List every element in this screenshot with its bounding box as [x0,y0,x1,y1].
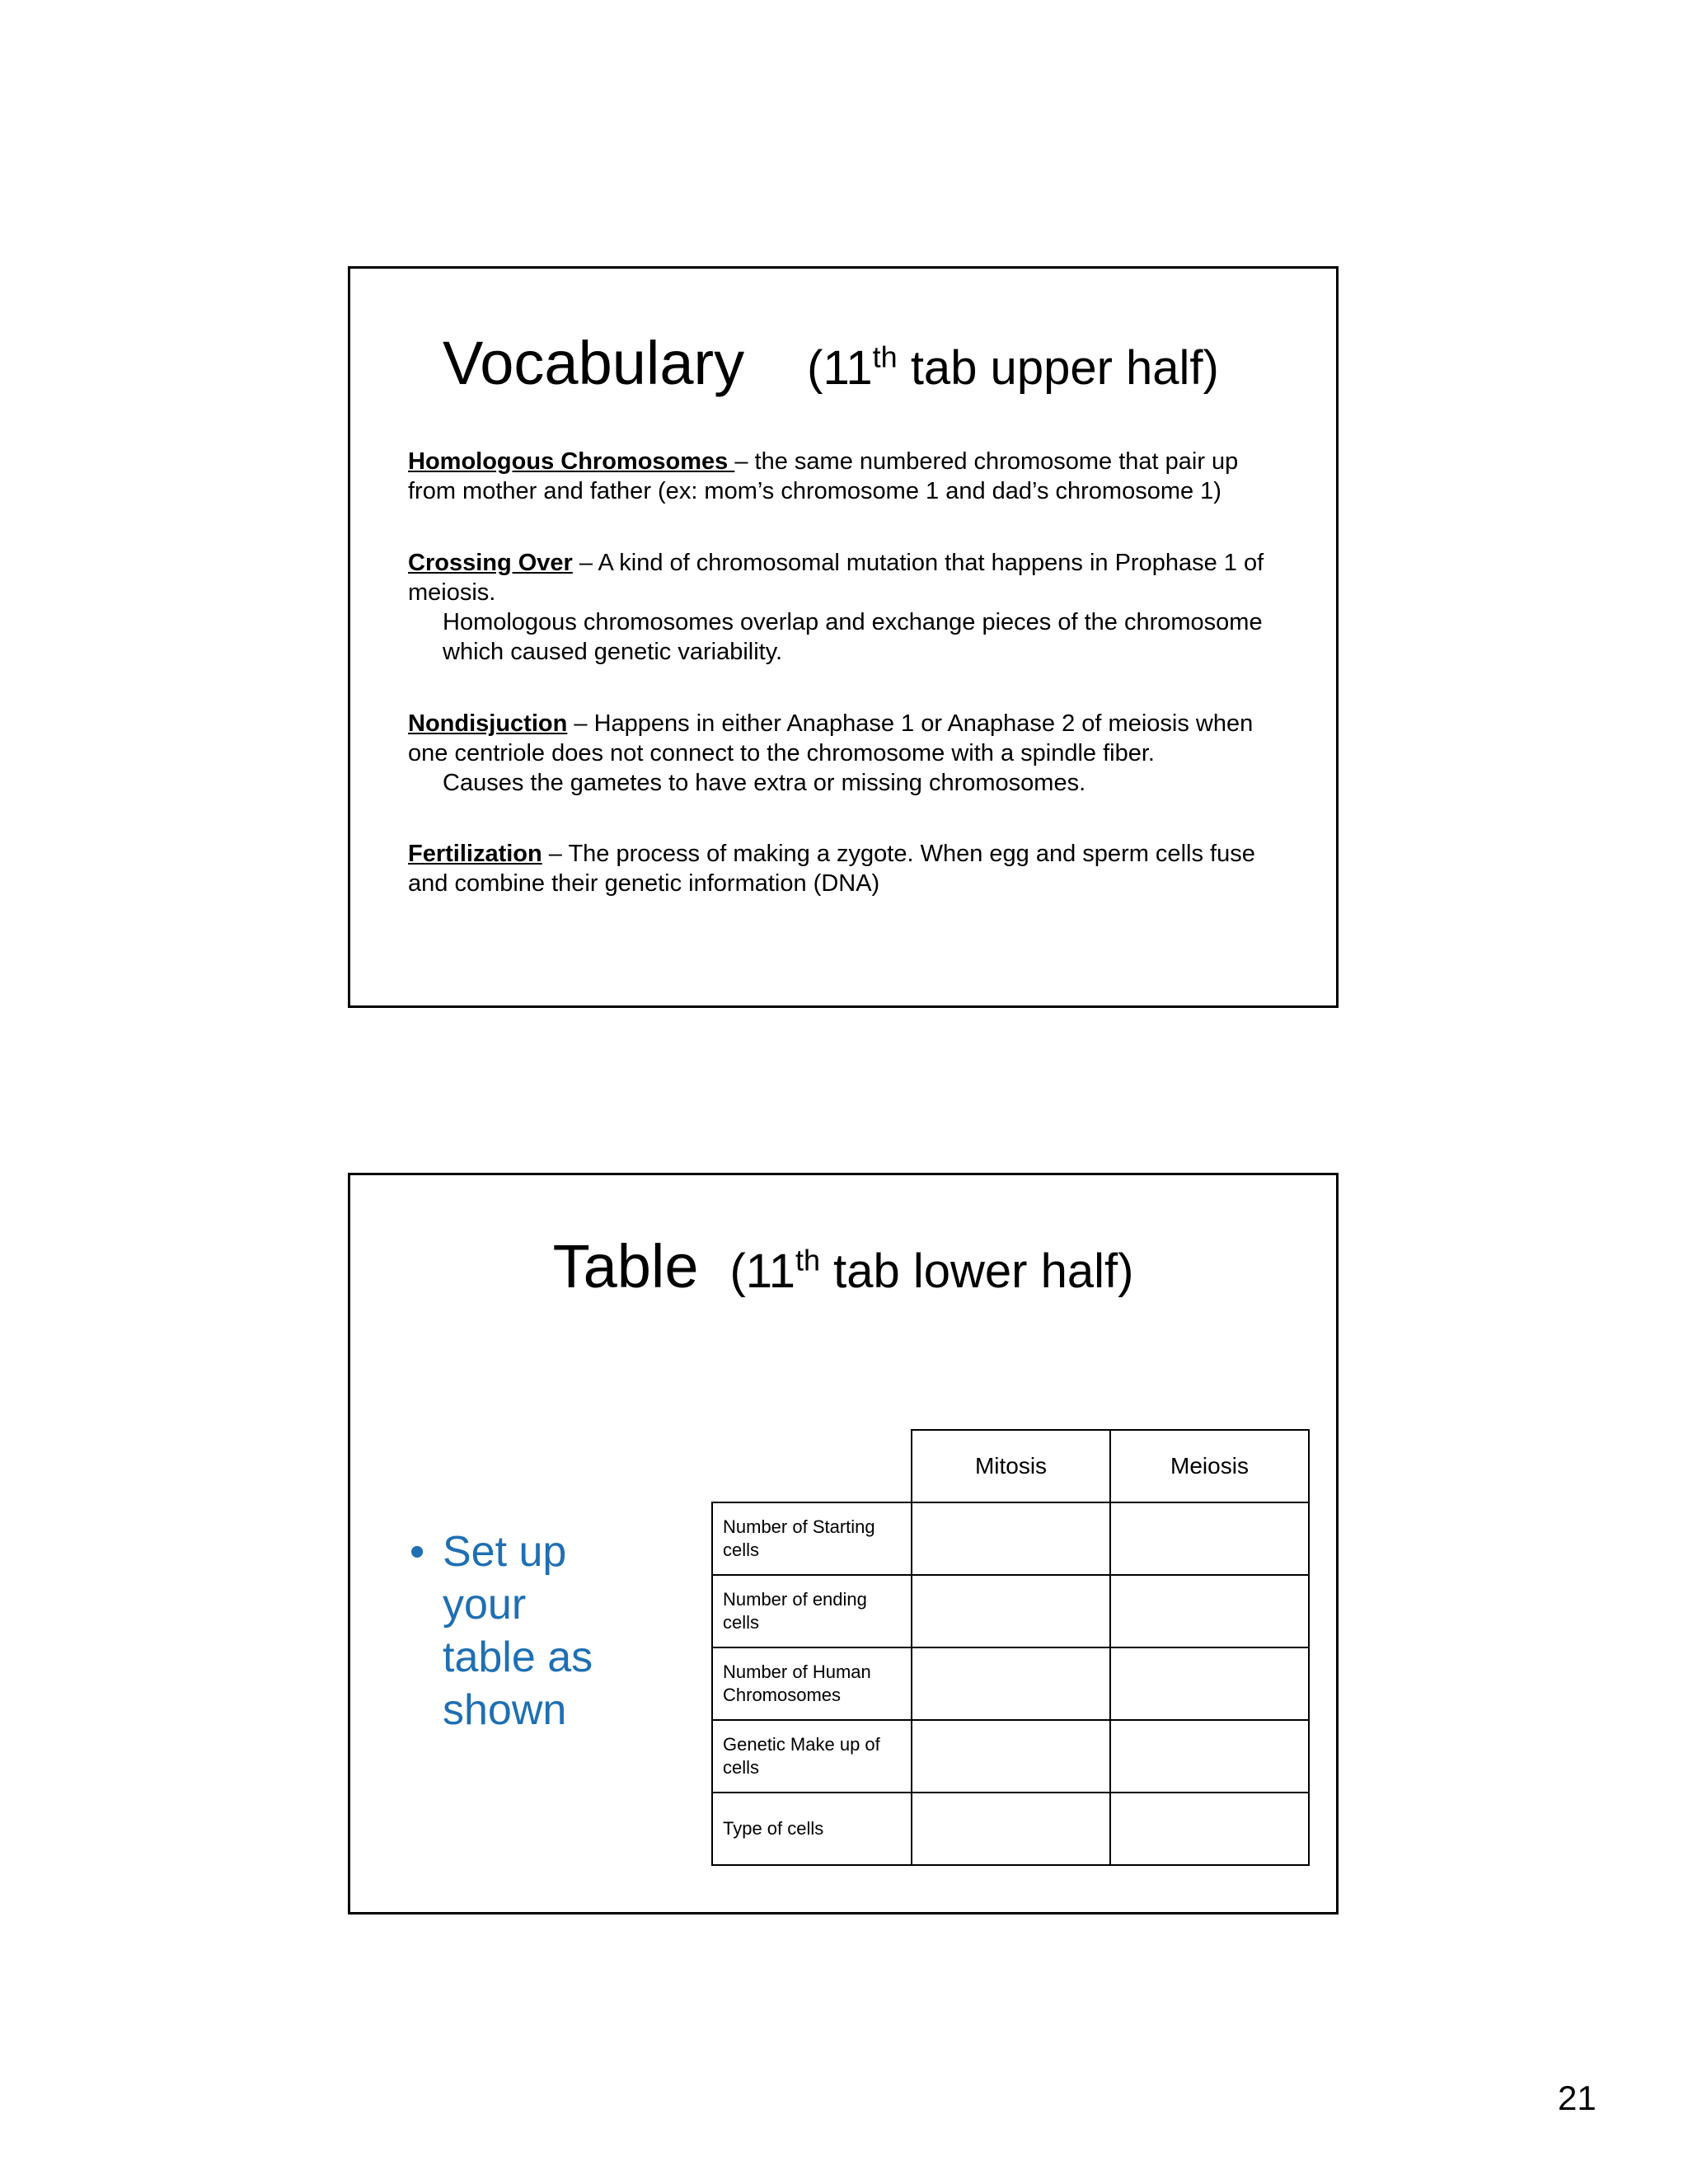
title-subtitle [807,341,1219,395]
table-cell-empty [1110,1502,1309,1575]
slide-title [443,328,1336,398]
subtitle-prefix: (11 [729,1244,795,1298]
table-cell-empty [912,1502,1110,1575]
title-main: Vocabulary [443,329,745,397]
vocab-entry-homologous-chromosomes [408,447,1282,506]
vocab-entry-crossing-over [408,548,1282,667]
vocab-term: Fertilization [408,841,542,867]
row-label: Genetic Make up of cells [712,1720,912,1793]
row-label: Number of Starting cells [712,1502,912,1575]
instruction-bullet [410,1526,624,1736]
subtitle-superscript: th [872,340,898,374]
table-cell-empty [912,1720,1110,1793]
slide-title [350,1231,1336,1301]
subtitle-superscript: th [795,1243,821,1277]
vocab-term: Homologous Chromosomes [408,448,735,475]
vocab-definition: – Happens in either Anaphase 1 or Anaphase 2 of meiosis when one centriole does not connect to the chromosome with a spindle fiber. [408,710,1254,766]
vocab-definition: – The process of making a zygote. When egg and sperm cells fuse and combine their genetic information (DNA) [408,841,1255,897]
vocab-term: Crossing Over [408,550,573,576]
vocabulary-slide [348,266,1339,1008]
table-row [712,1575,1309,1647]
title-main: Table [552,1232,699,1301]
vocab-subpoint: Homologous chromosomes overlap and exchange pieces of the chromosome which caused genetic variability. [443,609,1263,665]
subtitle-suffix: tab upper half) [897,341,1219,395]
vocab-definition: – A kind of chromosomal mutation that happens in Prophase 1 of meiosis. [408,550,1264,606]
table-cell-empty [1110,1647,1309,1720]
table-row [712,1502,1309,1575]
vocab-entry-fertilization [408,839,1282,898]
page-number: 21 [1558,2079,1597,2117]
title-subtitle [729,1244,1133,1298]
table-row [712,1647,1309,1720]
column-header-meiosis: Meiosis [1110,1430,1309,1502]
row-label: Type of cells [712,1793,912,1865]
table-header-row [712,1430,1309,1502]
table-row [712,1793,1309,1865]
row-label: Number of Human Chromosomes [712,1647,912,1720]
comparison-table [711,1429,1310,1866]
bullet-dot-icon: • [410,1528,425,1576]
column-header-mitosis: Mitosis [912,1430,1110,1502]
table-cell-empty [1110,1720,1309,1793]
table-cell-empty [912,1647,1110,1720]
table-cell-empty [912,1793,1110,1865]
vocab-entry-nondisjuction [408,709,1282,798]
row-label: Number of ending cells [712,1575,912,1647]
table-slide [348,1173,1339,1915]
table-corner-blank [712,1430,912,1502]
vocab-definition: – the same numbered chromosome that pair up from mother and father (ex: mom’s chromosome 1 and dad’s chromosome 1) [408,448,1239,504]
subtitle-suffix: tab lower half) [820,1244,1134,1298]
bullet-text: Set up your table as shown [443,1528,593,1734]
vocab-subpoint: Causes the gametes to have extra or missing chromosomes. [443,770,1086,796]
table-row [712,1720,1309,1793]
subtitle-prefix: (11 [807,341,873,395]
table-cell-empty [912,1575,1110,1647]
table-cell-empty [1110,1575,1309,1647]
vocab-term: Nondisjuction [408,710,568,737]
table-cell-empty [1110,1793,1309,1865]
